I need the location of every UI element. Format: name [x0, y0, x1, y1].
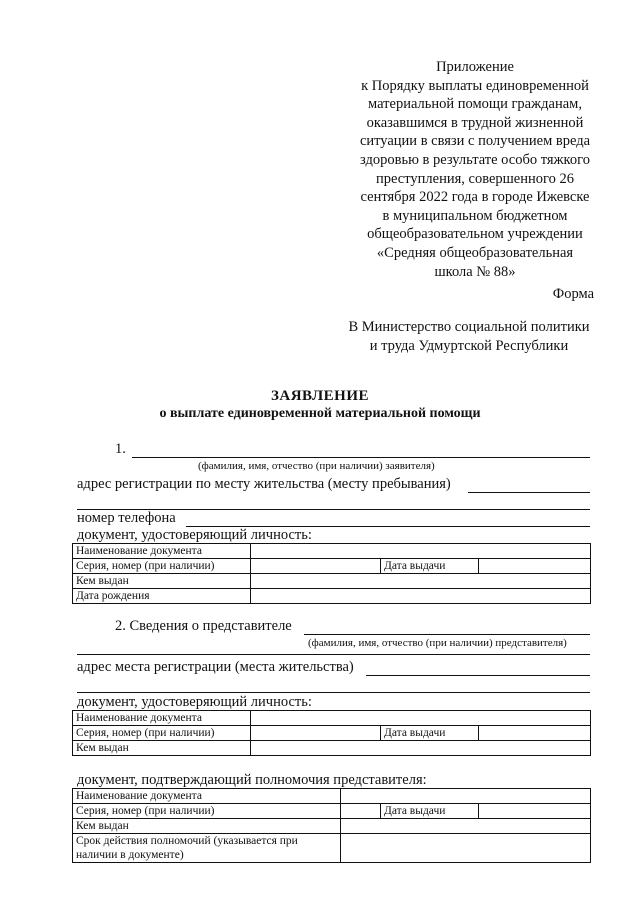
- appendix-line: материальной помощи гражданам,: [368, 96, 582, 113]
- table-row: [73, 559, 591, 574]
- addressee-block: [333, 318, 605, 356]
- table-cell-label: Наименование документа: [73, 789, 341, 804]
- table-cell-label: Кем выдан: [73, 819, 341, 834]
- representative-doc-table: [72, 710, 591, 756]
- table-cell-label: Наименование документа: [73, 544, 251, 559]
- addressee-line: В Министерство социальной политики: [348, 319, 590, 335]
- document-title: ЗАЯВЛЕНИЕ: [270, 388, 370, 404]
- issued-by-input[interactable]: [341, 819, 591, 834]
- table-cell-label: Дата выдачи: [381, 559, 479, 574]
- appendix-block: [340, 58, 610, 281]
- table-row: [73, 726, 591, 741]
- table-row: [73, 789, 591, 804]
- representative-address-label: адрес места регистрации (места жительства): [77, 659, 354, 675]
- representative-address-field-2[interactable]: [77, 692, 590, 693]
- table-row: [73, 589, 591, 604]
- doc-name-input[interactable]: [251, 711, 591, 726]
- doc-name-input[interactable]: [341, 789, 591, 804]
- table-row: [73, 574, 591, 589]
- series-input[interactable]: [251, 559, 381, 574]
- table-cell-label: Дата рождения: [73, 589, 251, 604]
- applicant-doc-table: [72, 543, 591, 604]
- authority-doc-table: [72, 788, 591, 863]
- appendix-line: школа № 88»: [434, 263, 516, 280]
- table-cell-label: Наименование документа: [73, 711, 251, 726]
- appendix-line: преступления, совершенного 26: [376, 170, 574, 187]
- series-input[interactable]: [251, 726, 381, 741]
- representative-name-hint: (фамилия, имя, отчество (при наличии) представителя): [308, 637, 567, 649]
- section2-heading: 2. Сведения о представителе: [115, 618, 292, 634]
- table-cell-label: Дата выдачи: [381, 726, 479, 741]
- validity-input[interactable]: [341, 834, 591, 863]
- table-cell-label: Дата выдачи: [381, 804, 479, 819]
- applicant-phone-label: номер телефона: [77, 510, 176, 526]
- issued-by-input[interactable]: [251, 574, 591, 589]
- section1-number: 1.: [115, 441, 126, 457]
- issued-by-input[interactable]: [251, 741, 591, 756]
- table-cell-label: Серия, номер (при наличии): [73, 559, 251, 574]
- table-cell-label: Кем выдан: [73, 741, 251, 756]
- table-row: [73, 741, 591, 756]
- table-cell-label: Серия, номер (при наличии): [73, 804, 341, 819]
- appendix-line: ситуации в связи с получением вреда: [359, 133, 591, 150]
- issue-date-input[interactable]: [479, 559, 591, 574]
- appendix-line: к Порядку выплаты единовременной: [361, 77, 589, 94]
- applicant-address-field[interactable]: [468, 492, 590, 493]
- appendix-line: оказавшимся в трудной жизненной: [366, 114, 584, 131]
- issue-date-input[interactable]: [479, 804, 591, 819]
- representative-address-field[interactable]: [366, 675, 590, 676]
- representative-name-field-2[interactable]: [77, 654, 590, 655]
- table-row: [73, 711, 591, 726]
- addressee-line: и труда Удмуртской Республики: [369, 338, 569, 354]
- appendix-line: в муниципальном бюджетном: [382, 207, 568, 224]
- table-row: [73, 544, 591, 559]
- doc-name-input[interactable]: [251, 544, 591, 559]
- applicant-address-label: адрес регистрации по месту жительства (месту пребывания): [77, 476, 451, 492]
- table-cell-label: Срок действия полномочий (указывается при наличии в документе): [73, 834, 341, 863]
- table-cell-label: Серия, номер (при наличии): [73, 726, 251, 741]
- appendix-line: сентября 2022 года в городе Ижевске: [360, 189, 590, 206]
- document-subtitle: о выплате единовременной материальной помощи: [159, 406, 481, 421]
- applicant-doc-label: документ, удостоверяющий личность:: [77, 527, 312, 543]
- representative-name-field[interactable]: [304, 634, 590, 635]
- table-row: [73, 834, 591, 863]
- series-input[interactable]: [341, 804, 381, 819]
- appendix-line: здоровью в результате особо тяжкого: [360, 151, 590, 168]
- authority-doc-label: документ, подтверждающий полномочия представителя:: [77, 772, 427, 788]
- representative-doc-label: документ, удостоверяющий личность:: [77, 694, 312, 710]
- appendix-line: Приложение: [436, 59, 514, 75]
- table-row: [73, 819, 591, 834]
- applicant-name-field[interactable]: [132, 457, 590, 458]
- appendix-line: общеобразовательном учреждении: [367, 226, 583, 243]
- form-label: Форма: [552, 286, 594, 302]
- applicant-name-hint: (фамилия, имя, отчество (при наличии) заявителя): [198, 460, 435, 472]
- table-row: [73, 804, 591, 819]
- issue-date-input[interactable]: [479, 726, 591, 741]
- birth-date-input[interactable]: [251, 589, 591, 604]
- appendix-line: «Средняя общеобразовательная: [376, 244, 574, 261]
- table-cell-label: Кем выдан: [73, 574, 251, 589]
